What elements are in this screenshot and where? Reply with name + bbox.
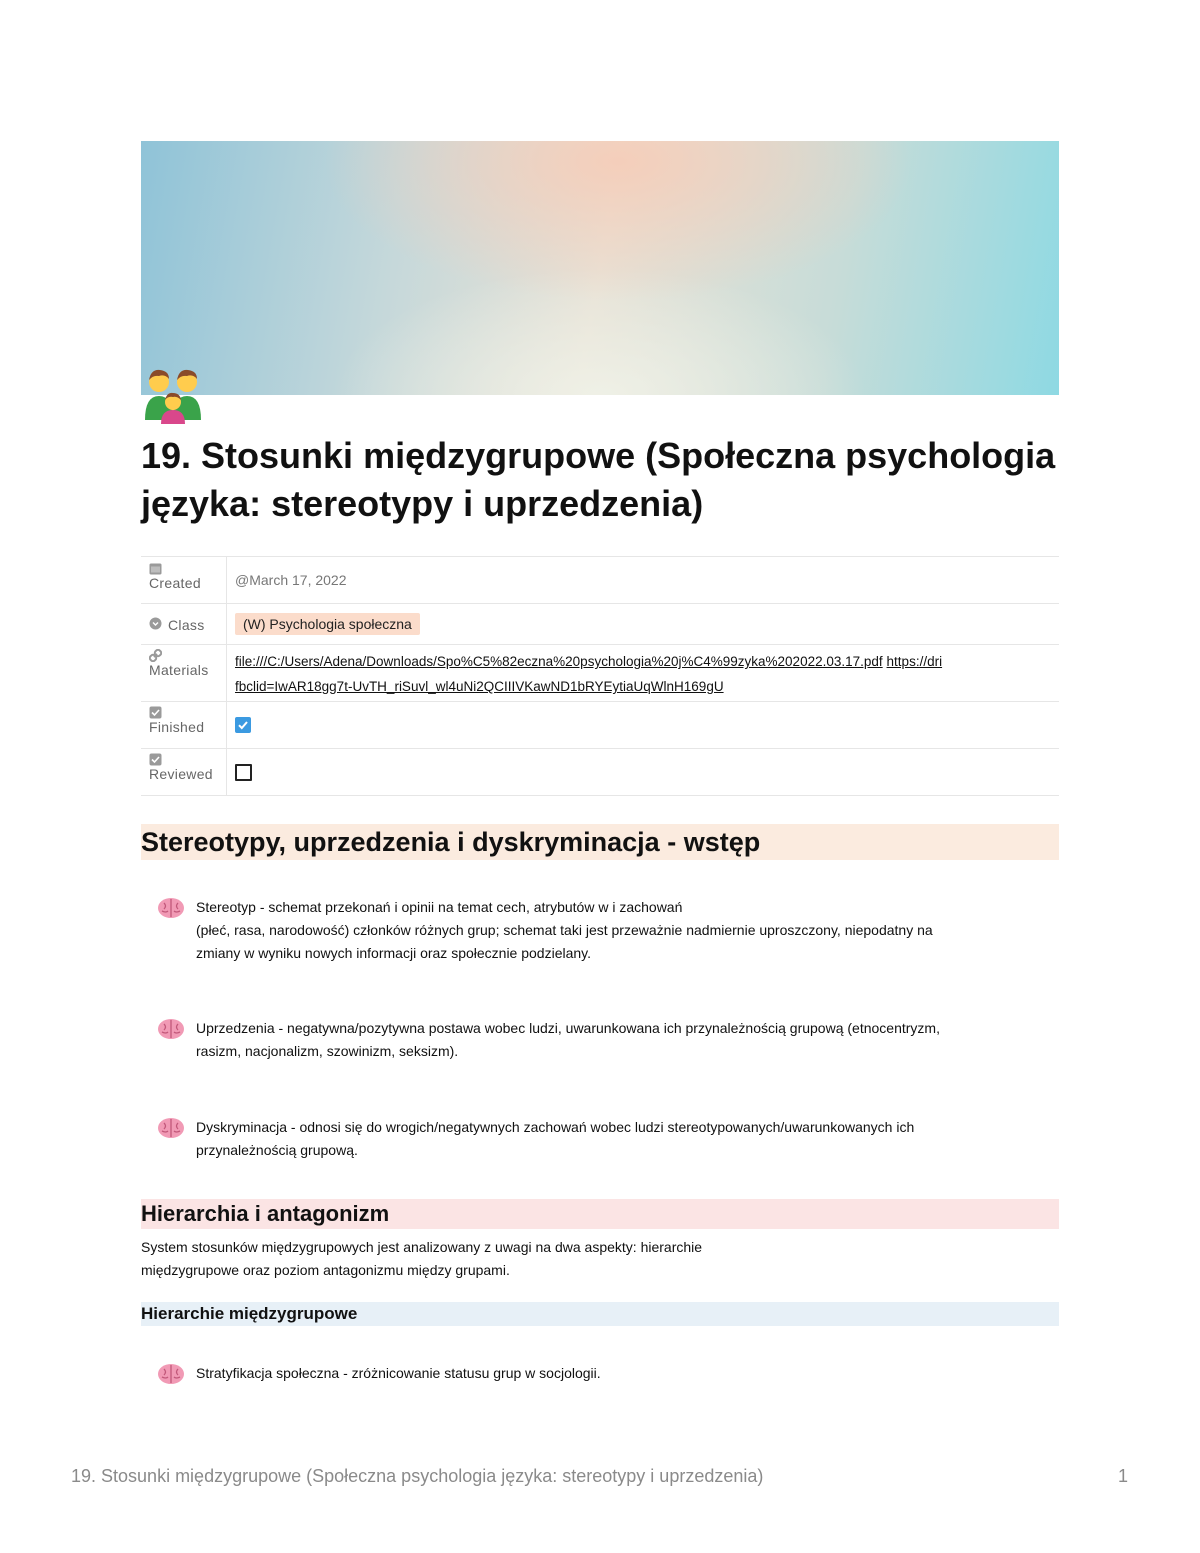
- property-row-reviewed: [141, 749, 1059, 796]
- paragraph-line2: międzygrupowe oraz poziom antagonizmu między grupami.: [141, 1262, 510, 1278]
- section-heading-stereotypy: Stereotypy, uprzedzenia i dyskryminacja - wstęp: [141, 824, 1059, 860]
- callout-stereotyp-line1: - schemat przekonań i opinii na temat cech, atrybutów w i zachowań: [255, 899, 683, 915]
- finished-value-cell: [227, 702, 1059, 748]
- section-heading-hierarchia: Hierarchia i antagonizm: [141, 1199, 1059, 1229]
- materials-link-pdf[interactable]: file:///C:/Users/Adena/Downloads/Spo%C5%82eczna%20psychologia%20j%C4%99zyka%202022.03.17.pdf: [235, 654, 883, 669]
- property-row-finished: [141, 702, 1059, 749]
- subheading-hierarchie: Hierarchie międzygrupowe: [141, 1302, 1059, 1326]
- reviewed-value-cell: [227, 749, 1059, 795]
- brain-icon: [156, 1361, 188, 1389]
- callout-uprzedzenia-line1: - negatywna/pozytywna postawa wobec ludzi, uwarunkowana ich przynależnością grupową (etnocentryzm,: [274, 1020, 940, 1036]
- property-name-created: [141, 557, 227, 603]
- property-name-reviewed: [141, 749, 227, 795]
- properties-table: [141, 556, 1059, 796]
- property-name-finished: [141, 702, 227, 748]
- brain-icon: [156, 1016, 188, 1044]
- callout-stereotyp-line3: zmiany w wyniku nowych informacji oraz społecznie podzielany.: [196, 945, 592, 961]
- term-stratyfikacja: Stratyfikacja społeczna: [196, 1365, 340, 1381]
- page-cover-image: [141, 141, 1059, 395]
- property-row-materials: [141, 645, 1059, 702]
- finished-checkbox-checked[interactable]: [235, 717, 251, 733]
- class-value-cell: [227, 604, 1059, 644]
- calendar-icon: [149, 562, 162, 575]
- paragraph-system-stosunkow: [141, 1236, 801, 1282]
- callout-stereotyp-text: [196, 896, 933, 965]
- created-date-value[interactable]: @March 17, 2022: [235, 572, 347, 588]
- select-property-icon: [149, 617, 162, 633]
- callout-uprzedzenia-text: [196, 1017, 940, 1063]
- property-label-materials: Materials: [149, 662, 209, 678]
- link-icon: [149, 649, 162, 662]
- page-title: 19. Stosunki międzygrupowe (Społeczna psychologia języka: stereotypy i uprzedzenia): [141, 435, 1056, 524]
- term-stereotyp: Stereotyp: [196, 899, 256, 915]
- callout-stratyfikacja-text: [196, 1362, 601, 1385]
- term-uprzedzenia: Uprzedzenia: [196, 1020, 275, 1036]
- footer-page-title: 19. Stosunki międzygrupowe (Społeczna psychologia języka: stereotypy i uprzedzenia): [71, 1466, 764, 1486]
- reviewed-checkbox-unchecked[interactable]: [235, 764, 252, 781]
- brain-icon: [156, 1115, 188, 1143]
- callout-uprzedzenia-line2: rasizm, nacjonalizm, szowinizm, seksizm).: [196, 1043, 459, 1059]
- materials-value-cell: [227, 645, 1059, 701]
- property-name-materials: [141, 645, 227, 701]
- callout-uprzedzenia: [156, 1017, 1036, 1063]
- brain-icon: [156, 895, 188, 923]
- materials-link-fbclid[interactable]: fbclid=IwAR18gg7t-UvTH_riSuvl_wl4uNi2QCIIIVKawND1bRYEytiaUqWlnH169gU: [235, 679, 724, 694]
- callout-stereotyp-line2: (płeć, rasa, narodowość) członków różnych grup; schemat taki jest przeważnie nadmiernie uproszczony, niepodatny na: [196, 922, 933, 938]
- property-label-finished: Finished: [149, 719, 205, 735]
- callout-dyskryminacja-text: [196, 1116, 914, 1162]
- people-family-emoji-icon: [141, 366, 207, 426]
- term-dyskryminacja: Dyskryminacja: [196, 1119, 288, 1135]
- paragraph-line1: System stosunków międzygrupowych jest analizowany z uwagi na dwa aspekty: hierarchie: [141, 1239, 703, 1255]
- callout-dyskryminacja: [156, 1116, 1036, 1162]
- callout-stratyfikacja-line1: - zróżnicowanie statusu grup w socjologii.: [339, 1365, 601, 1381]
- property-row-class: [141, 604, 1059, 645]
- property-label-created: Created: [149, 575, 201, 591]
- callout-dyskryminacja-line1: - odnosi się do wrogich/negatywnych zachowań wobec ludzi stereotypowanych/uwarunkowanych ich: [287, 1119, 915, 1135]
- property-name-class: [141, 604, 227, 644]
- property-row-created: [141, 557, 1059, 604]
- footer-page-number: 1: [1118, 1466, 1129, 1486]
- callout-dyskryminacja-line2: przynależnością grupową.: [196, 1142, 358, 1158]
- materials-link-drive[interactable]: https://dri: [886, 654, 943, 669]
- checkbox-property-icon: [149, 753, 162, 766]
- callout-stereotyp: [156, 896, 1036, 965]
- property-label-reviewed: Reviewed: [149, 766, 213, 782]
- callout-stratyfikacja: [156, 1362, 1036, 1389]
- class-tag[interactable]: (W) Psychologia społeczna: [235, 613, 420, 635]
- property-label-class: Class: [168, 617, 205, 633]
- checkbox-property-icon: [149, 706, 162, 719]
